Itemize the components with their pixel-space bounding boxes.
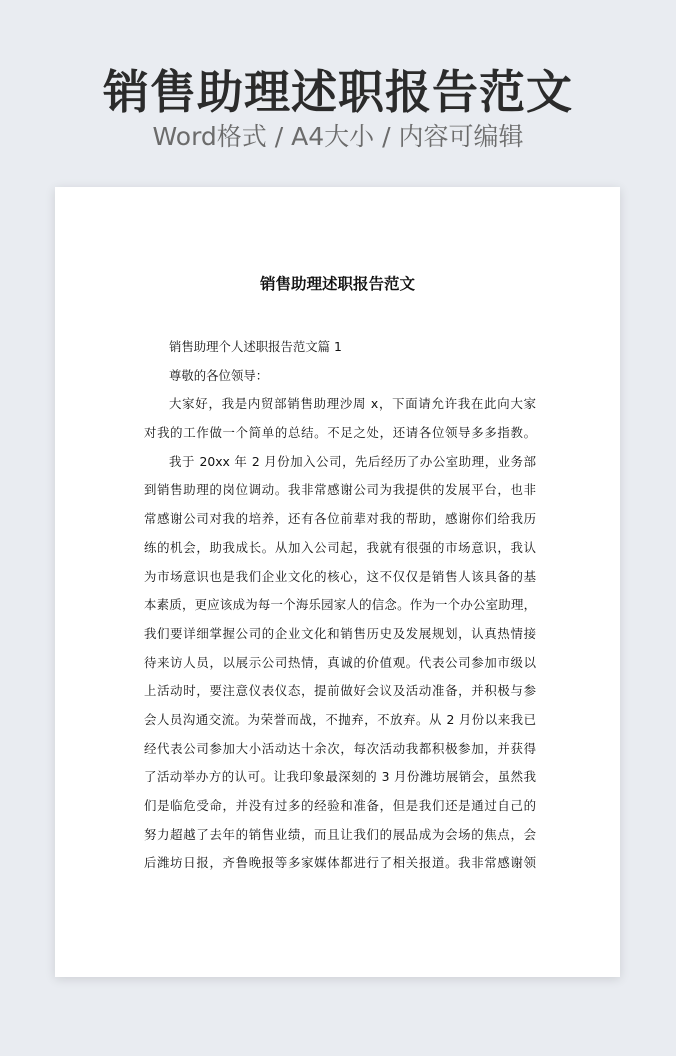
paragraph-line: 我于 20xx 年 2 月份加入公司，先后经历了办公室助理，业务部: [169, 453, 536, 469]
paragraph-line: 们是临危受命，并没有过多的经验和准备，但是我们还是通过自己的: [144, 798, 536, 813]
paragraph-line: 努力超越了去年的销售业绩，而且让我们的展品成为会场的焦点，会: [144, 826, 536, 842]
document-page: [55, 187, 620, 977]
paragraph-line: 了活动举办方的认可。让我印象最深刻的 3 月份潍坊展销会，虽然我: [144, 769, 536, 785]
paragraph-line: 练的机会，助我成长。从加入公司起，我就有很强的市场意识，我认: [144, 539, 536, 555]
paragraph-line: 待来访人员，以展示公司热情，真诚的价值观。代表公司参加市级以: [144, 654, 536, 670]
document-body: [144, 333, 536, 878]
paragraph-line: 对我的工作做一个简单的总结。不足之处，还请各位领导多多指教。: [144, 425, 536, 441]
paragraph-line: 常感谢公司对我的培养，还有各位前辈对我的帮助，感谢你们给我历: [144, 511, 536, 527]
paragraph-line: 经代表公司参加大小活动达十余次，每次活动我都积极参加，并获得: [144, 740, 536, 756]
paragraph-line: 上活动时，要注意仪表仪态，提前做好会议及活动准备，并积极与参: [144, 683, 536, 699]
paragraph-line: 我们要详细掌握公司的企业文化和销售历史及发展规划，认真热情接: [144, 625, 536, 641]
paragraph-line: 大家好，我是内贸部销售助理沙周 x，下面请允许我在此向大家: [169, 396, 536, 412]
salutation: 尊敬的各位领导：: [169, 367, 269, 383]
paragraph-line: 会人员沟通交流。为荣誉而战，不抛弃，不放弃。从 2 月份以来我已: [144, 711, 536, 727]
paragraph-line: 后潍坊日报，齐鲁晚报等多家媒体都进行了相关报道。我非常感谢领: [144, 855, 536, 871]
banner-title: 销售助理述职报告范文: [103, 65, 573, 119]
paragraph-line: 为市场意识也是我们企业文化的核心，这不仅仅是销售人该具备的基: [144, 568, 536, 584]
document-title: 销售助理述职报告范文: [259, 275, 415, 293]
section-heading: 销售助理个人述职报告范文篇 1: [169, 339, 342, 354]
paragraph-line: 到销售助理的岗位调动。我非常感谢公司为我提供的发展平台，也非: [144, 482, 536, 498]
paragraph-line: 本素质，更应该成为每一个海乐园家人的信念。作为一个办公室助理，: [144, 597, 536, 613]
banner-subtitle: Word格式 / A4大小 / 内容可编辑: [152, 122, 524, 151]
